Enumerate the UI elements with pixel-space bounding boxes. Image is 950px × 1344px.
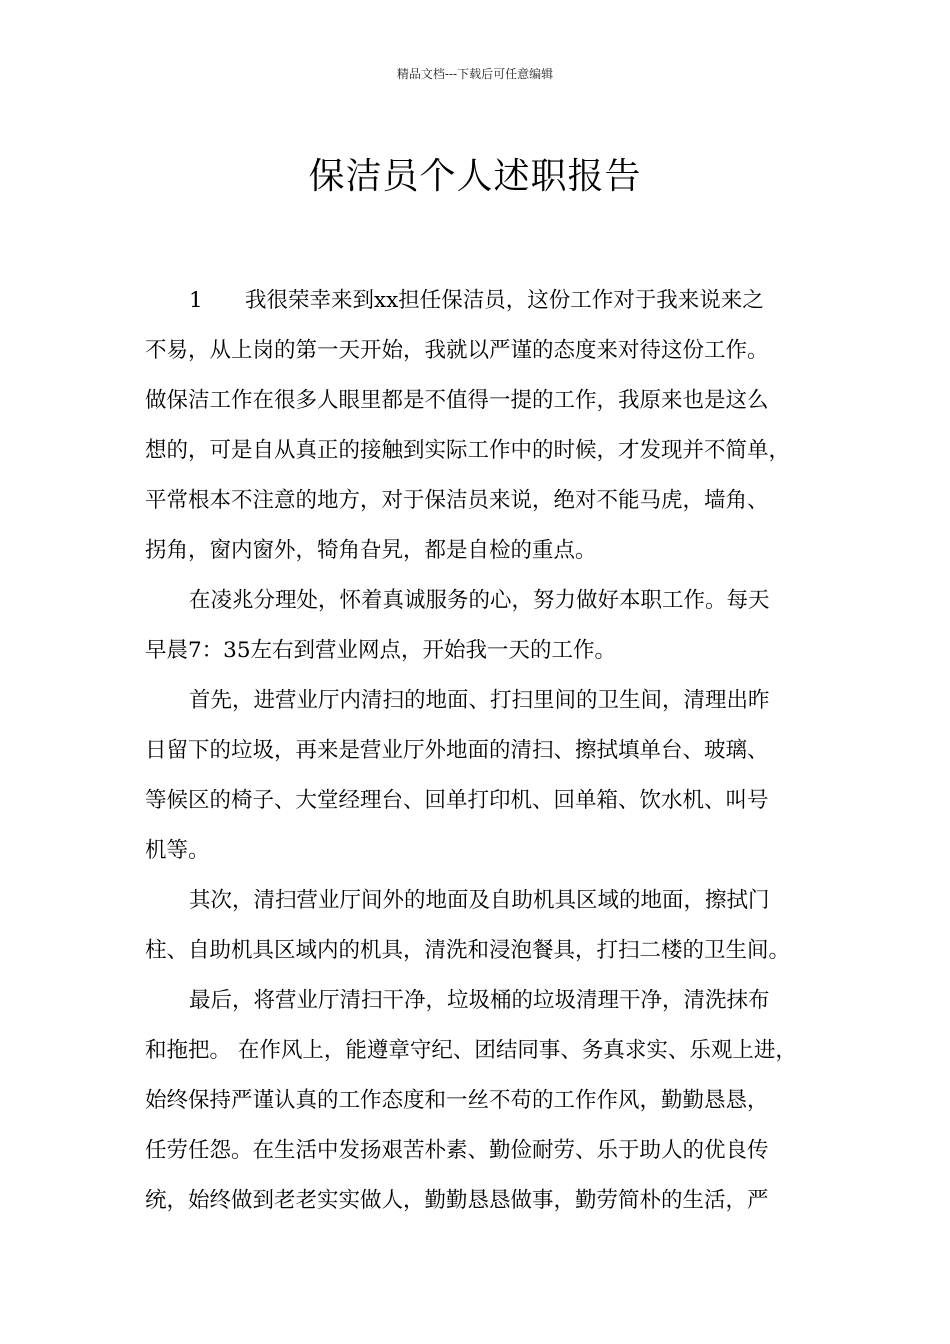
body-line: 柱、自助机具区域内的机具，清洗和浸泡餐具，打扫二楼的卫生间。 [145, 938, 791, 963]
body-line: 日留下的垃圾，再来是营业厅外地面的清扫、擦拭填单台、玻璃、 [145, 738, 769, 763]
body-line: 等候区的椅子、大堂经理台、回单打印机、回单箱、饮水机、叫号 [145, 788, 769, 813]
body-line: 始终保持严谨认真的工作态度和一丝不苟的工作作风，勤勤恳恳， [145, 1088, 769, 1113]
body-line-text: 我很荣幸来到xx担任保洁员，这份工作对于我来说来之 [245, 288, 764, 313]
body-line [145, 276, 835, 326]
body-line: 想的，可是自从真正的接触到实际工作中的时候，才发现并不简单， [145, 438, 791, 463]
document-title: 保洁员个人述职报告 [308, 156, 642, 198]
body-line: 做保洁工作在很多人眼里都是不值得一提的工作，我原来也是这么 [145, 388, 769, 413]
body-line: 拐角，窗内窗外，犄角旮旯，都是自检的重点。 [145, 538, 597, 563]
body-line: 其次，清扫营业厅间外的地面及自助机具区域的地面，擦拭门 [189, 888, 770, 913]
body-line: 早晨7：35左右到营业网点，开始我一天的工作。 [145, 638, 617, 663]
header-note: 精品文档---下载后可任意编辑 [396, 67, 554, 81]
body-line: 机等。 [145, 838, 210, 863]
body-line: 不易，从上岗的第一天开始，我就以严谨的态度来对待这份工作。 [145, 338, 769, 363]
body-line: 最后，将营业厅清扫干净，垃圾桶的垃圾清理干净，清洗抹布 [189, 988, 770, 1013]
paragraph-number: 1 [189, 288, 203, 313]
body-line: 和拖把。 在作风上，能遵章守纪、团结同事、务真求实、乐观上进， [145, 1038, 797, 1063]
body-line: 在凌兆分理处，怀着真诚服务的心，努力做好本职工作。每天 [189, 588, 770, 613]
body-line: 统，始终做到老老实实做人，勤勤恳恳做事，勤劳简朴的生活，严 [145, 1188, 769, 1213]
body-line: 任劳任怨。在生活中发扬艰苦朴素、勤俭耐劳、乐于助人的优良传 [145, 1138, 769, 1163]
document-body [145, 276, 835, 1226]
body-line: 平常根本不注意的地方，对于保洁员来说，绝对不能马虎，墙角、 [145, 488, 769, 513]
body-line: 首先，进营业厅内清扫的地面、打扫里间的卫生间，清理出昨 [189, 688, 770, 713]
